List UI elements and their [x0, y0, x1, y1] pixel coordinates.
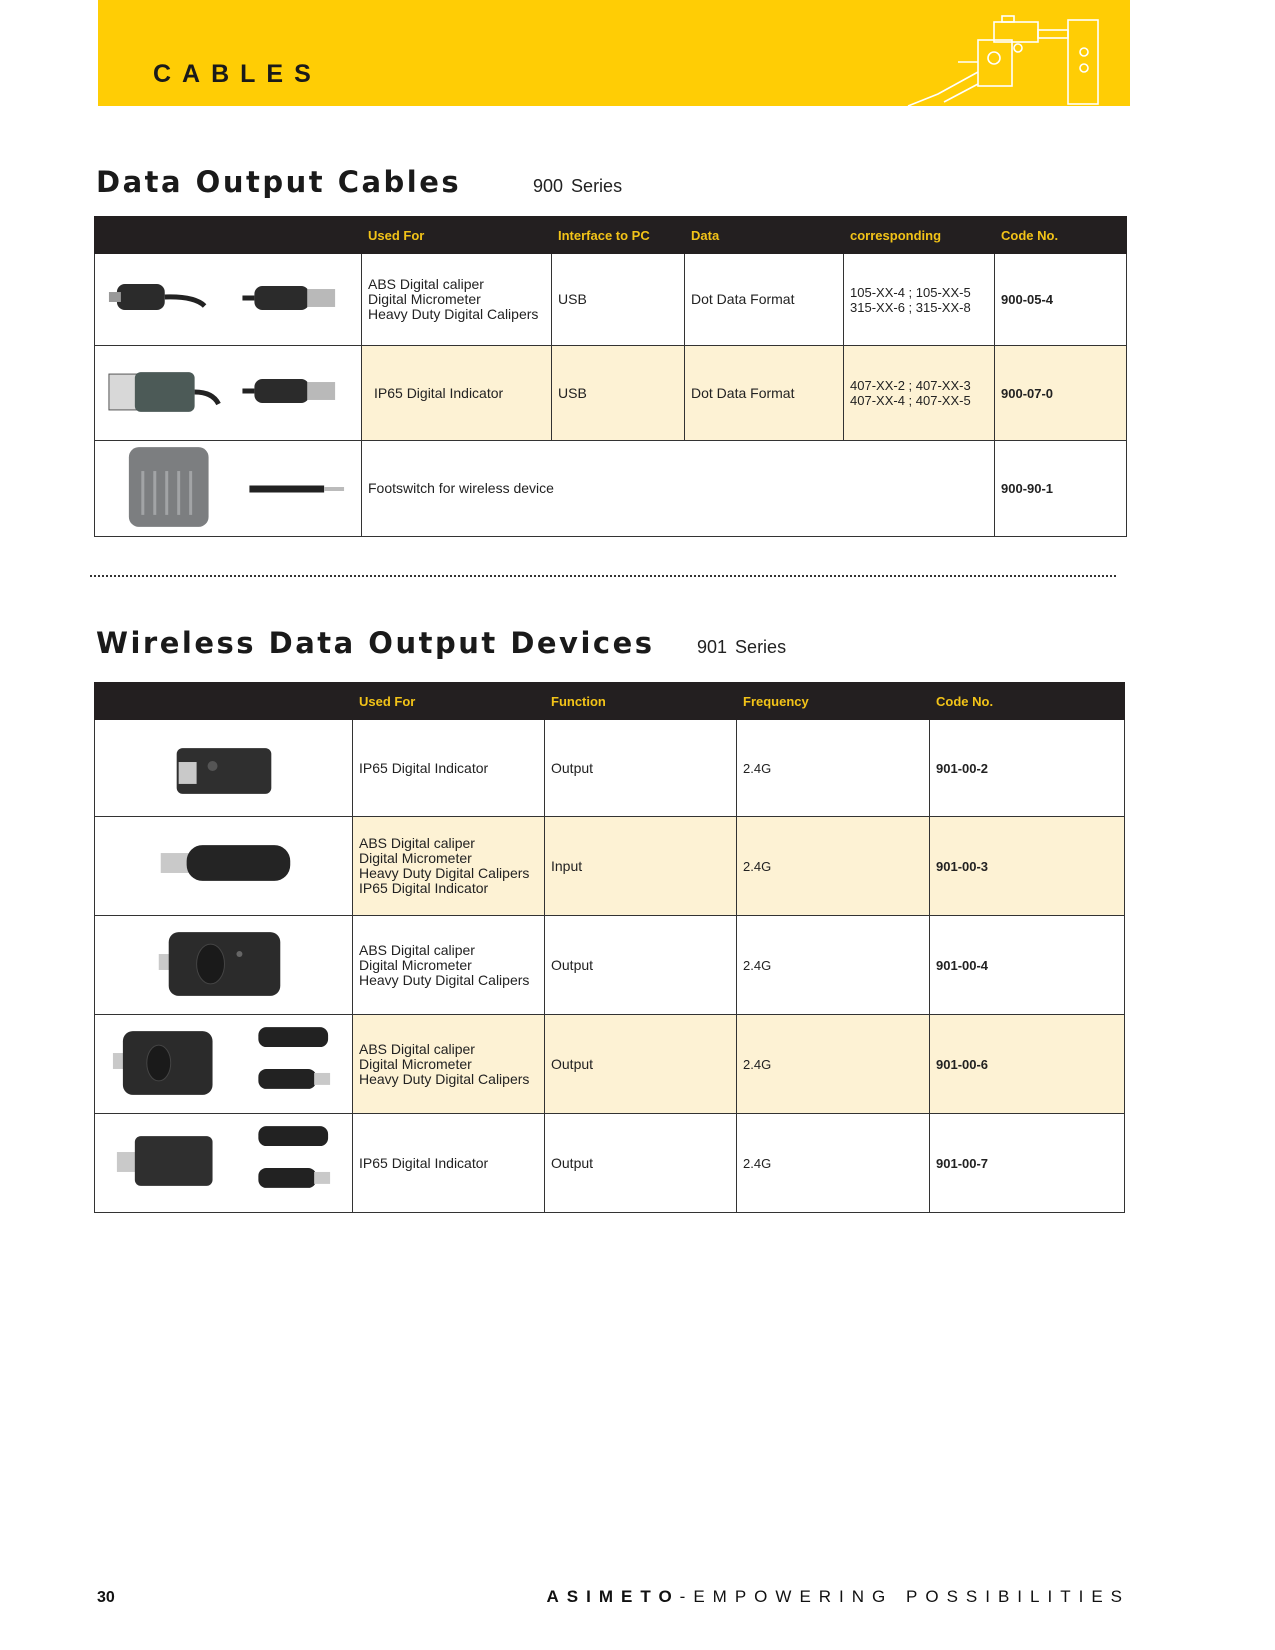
code-cell: 900-07-0 [995, 346, 1127, 441]
column-header: Data [685, 217, 844, 254]
page-title: CABLES [153, 60, 322, 88]
table-row [95, 441, 1127, 537]
corresponding-cell: 105-XX-4 ; 105-XX-5 315-XX-6 ; 315-XX-8 [844, 254, 995, 346]
series-text: Series [571, 176, 623, 196]
column-header: Used For [362, 217, 552, 254]
corresponding-cell: 407-XX-2 ; 407-XX-3 407-XX-4 ; 407-XX-5 [844, 346, 995, 441]
brand-name: ASIMETO [546, 1587, 680, 1606]
usb-cable-icon [95, 346, 361, 437]
table-row [95, 1015, 1125, 1114]
frequency-cell: 2.4G [737, 1114, 930, 1213]
wireless-transmitter-icon [95, 720, 352, 813]
frequency-cell: 2.4G [737, 720, 930, 817]
function-cell: Output [545, 916, 737, 1015]
code-cell: 901-00-2 [930, 720, 1125, 817]
section-title-wireless-devices: Wireless Data Output Devices [96, 626, 655, 660]
header-banner [98, 0, 1130, 106]
code-cell: 901-00-6 [930, 1015, 1125, 1114]
column-header: Code No. [995, 217, 1127, 254]
tagline-text: -EMPOWERING POSSIBILITIES [679, 1587, 1130, 1606]
section-divider [90, 575, 1116, 577]
usb-receiver-icon [95, 817, 352, 912]
description-cell: Footswitch for wireless device [362, 441, 995, 537]
column-header: Used For [353, 683, 545, 720]
series-number: 900 [533, 176, 564, 196]
column-header: Frequency [737, 683, 930, 720]
series-text: Series [735, 637, 787, 657]
table-row [95, 346, 1127, 441]
series-label [697, 637, 794, 658]
wireless-transmitter-cable-icon [95, 1015, 352, 1110]
table-row [95, 254, 1127, 346]
product-image [95, 1015, 353, 1114]
caliper-illustration-icon [898, 12, 1108, 106]
used-for-cell: IP65 Digital Indicator [353, 1114, 545, 1213]
column-header: Interface to PC [552, 217, 685, 254]
used-for-cell: ABS Digital caliper Digital Micrometer Heavy Duty Digital Calipers [362, 254, 552, 346]
usb-cable-icon [95, 254, 361, 342]
product-image [95, 1114, 353, 1213]
product-image [95, 254, 362, 346]
code-cell: 900-05-4 [995, 254, 1127, 346]
function-cell: Output [545, 1114, 737, 1213]
product-image [95, 441, 362, 537]
column-header-image [95, 683, 353, 720]
column-header: Code No. [930, 683, 1125, 720]
data-format-cell: Dot Data Format [685, 254, 844, 346]
wireless-transmitter-icon [95, 916, 352, 1011]
interface-cell: USB [552, 254, 685, 346]
table-row [95, 916, 1125, 1015]
table-header-row [95, 217, 1127, 254]
table-row [95, 817, 1125, 916]
series-number: 901 [697, 637, 728, 657]
function-cell: Output [545, 720, 737, 817]
column-header: corresponding [844, 217, 995, 254]
frequency-cell: 2.4G [737, 1015, 930, 1114]
interface-cell: USB [552, 346, 685, 441]
product-image [95, 817, 353, 916]
product-image [95, 346, 362, 441]
column-header: Function [545, 683, 737, 720]
used-for-cell: ABS Digital caliper Digital Micrometer Heavy Duty Digital Calipers IP65 Digital Indicator [353, 817, 545, 916]
used-for-cell: IP65 Digital Indicator [362, 346, 552, 441]
table-row [95, 1114, 1125, 1213]
used-for-cell: IP65 Digital Indicator [353, 720, 545, 817]
page-number: 30 [97, 1589, 115, 1606]
series-label [533, 176, 630, 197]
footswitch-icon [95, 441, 361, 533]
section-title-data-output-cables: Data Output Cables [96, 165, 462, 199]
frequency-cell: 2.4G [737, 916, 930, 1015]
used-for-cell: ABS Digital caliper Digital Micrometer Heavy Duty Digital Calipers [353, 1015, 545, 1114]
function-cell: Input [545, 817, 737, 916]
wireless-transmitter-cable-icon [95, 1114, 352, 1209]
frequency-cell: 2.4G [737, 817, 930, 916]
footer-tagline [547, 1587, 1130, 1607]
used-for-cell: ABS Digital caliper Digital Micrometer Heavy Duty Digital Calipers [353, 916, 545, 1015]
column-header-image [95, 217, 362, 254]
function-cell: Output [545, 1015, 737, 1114]
code-cell: 901-00-4 [930, 916, 1125, 1015]
product-image [95, 720, 353, 817]
product-image [95, 916, 353, 1015]
code-cell: 901-00-7 [930, 1114, 1125, 1213]
wireless-devices-table [94, 682, 1125, 1213]
code-cell: 900-90-1 [995, 441, 1127, 537]
table-row [95, 720, 1125, 817]
table-header-row [95, 683, 1125, 720]
code-cell: 901-00-3 [930, 817, 1125, 916]
data-format-cell: Dot Data Format [685, 346, 844, 441]
data-output-cables-table [94, 216, 1127, 537]
